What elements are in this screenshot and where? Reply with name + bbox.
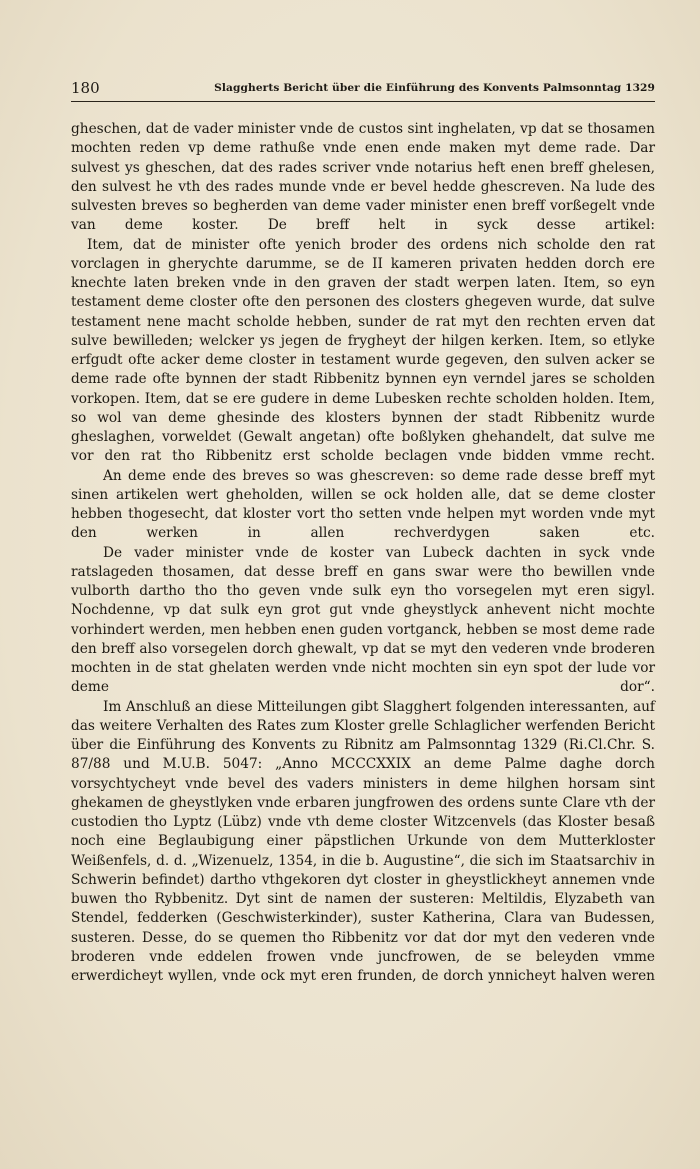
header-rule [71, 101, 655, 102]
paragraph-4: De vader minister vnde de koster van Lubeck dachten in syck vnde ratslageden thosamen, dat desse breff en gans swar were tho bewillen vnde vulborth dartho tho tho geven vnde sulk eyn tho vorsegelen myt eren sigyl. Nochdenne, vp dat sulk eyn grot gut vnde gheystlyck anhevent nicht mochte vorhindert werden, men hebben enen guden vortganck, hebben se most deme rade den breff also vorsegelen dorch ghewalt, vp dat se myt den vederen vnde broderen mochten in de stat ghelaten werden vnde nicht mochten sin eyn spot der lude vor deme dor“. [71, 544, 655, 696]
body-text [71, 120, 655, 986]
running-title: Slaggherts Bericht über die Einführung des Konvents Palmsonntag 1329 [214, 82, 655, 94]
paragraph-5: Im Anschluß an diese Mitteilungen gibt Slagghert folgenden interessanten, auf das weitere Verhalten des Rates zum Kloster grelle Schlaglicher werfenden Bericht über die Einführung des Konvents zu Ribnitz am Palmsonntag 1329 (Ri.Cl.Chr. S. 87/88 und M.U.B. 5047: „Anno MCCCXXIX an deme Palme daghe dorch vorsychtycheyt vnde bevel des vaders ministers in deme hilghen horsam sint ghekamen de gheystlyken vnde erbaren jungfrowen des ordens sunte Clare vth der custodien tho Lyptz (Lübz) vnde vth deme closter Witzcenvels (das Kloster besaß noch eine Beglaubigung einer päpstlichen Urkunde von dem Mutterkloster Weißenfels, d. d. „Wizenuelz, 1354, in die b. Augustine“, die sich im Staatsarchiv in Schwerin befindet) dartho vthgekoren dyt closter in gheystlickheyt annemen vnde buwen tho Rybbenitz. Dyt sint de namen der susteren: Meltildis, Elyzabeth van Stendel, fedderken (Geschwisterkinder), suster Katherina, Clara van Budessen, susteren. Desse, do se quemen tho Ribbenitz vor dat dor myt den vederen vnde broderen vnde eddelen frowen vnde juncfrowen, de se beleyden vmme erwerdicheyt wyllen, vnde ock myt eren frunden, de dorch ynnicheyt halven weren [71, 698, 655, 984]
paragraph-1: gheschen, dat de vader minister vnde de custos sint inghelaten, vp dat se thosamen mochten reden vp deme rathuße vnde enen ende maken myt deme rade. Dar sulvest ys gheschen, dat des rades scriver vnde notarius heft enen breff ghelesen, den sulvest he vth des rades munde vnde er bevel hedde ghescreven. Na lude des sulvesten breves so begherden van deme vader minister enen breff vorßegelt vnde van deme koster. De breff helt in syck desse artikel: [71, 121, 655, 234]
page-header [71, 79, 655, 99]
paragraph-3: An deme ende des breves so was ghescreven: so deme rade desse breff myt sinen artikelen wert gheholden, willen se ock holden alle, dat se deme closter hebben thogesecht, dat kloster vort tho setten vnde helpen myt worden vnde myt den werken in allen rechverdygen saken etc. [71, 467, 655, 542]
page-number: 180 [71, 79, 100, 97]
paragraph-2: Item, dat de minister ofte yenich broder des ordens nich scholde den rat vorclagen in gherychte darumme, se de II kameren privaten hedden dorch ere knechte laten breken vnde in den graven der stadt werpen laten. Item, so eyn testament deme closter ofte den personen des closters ghegeven wurde, dat sulve testament nene macht scholde hebben, sunder de rat myt den rechten erven dat sulve bewilleden; welcker ys jegen de frygheyt der hilgen kerken. Item, so etlyke erfgudt ofte acker deme closter in testament wurde gegeven, den sulven acker se deme rade ofte bynnen der stadt Ribbenitz bynnen eyn verndel jares se scholden vorkopen. Item, dat se ere gudere in deme Lubesken rechte scholden holden. Item, so wol van deme ghesinde des klosters bynnen der stadt Ribbenitz wurde gheslaghen, vorweldet (Gewalt angetan) ofte boßlyken ghehandelt, dat sulve me vor den rat tho Ribbenitz erst scholde beclagen vnde bidden vmme recht. [71, 236, 655, 465]
